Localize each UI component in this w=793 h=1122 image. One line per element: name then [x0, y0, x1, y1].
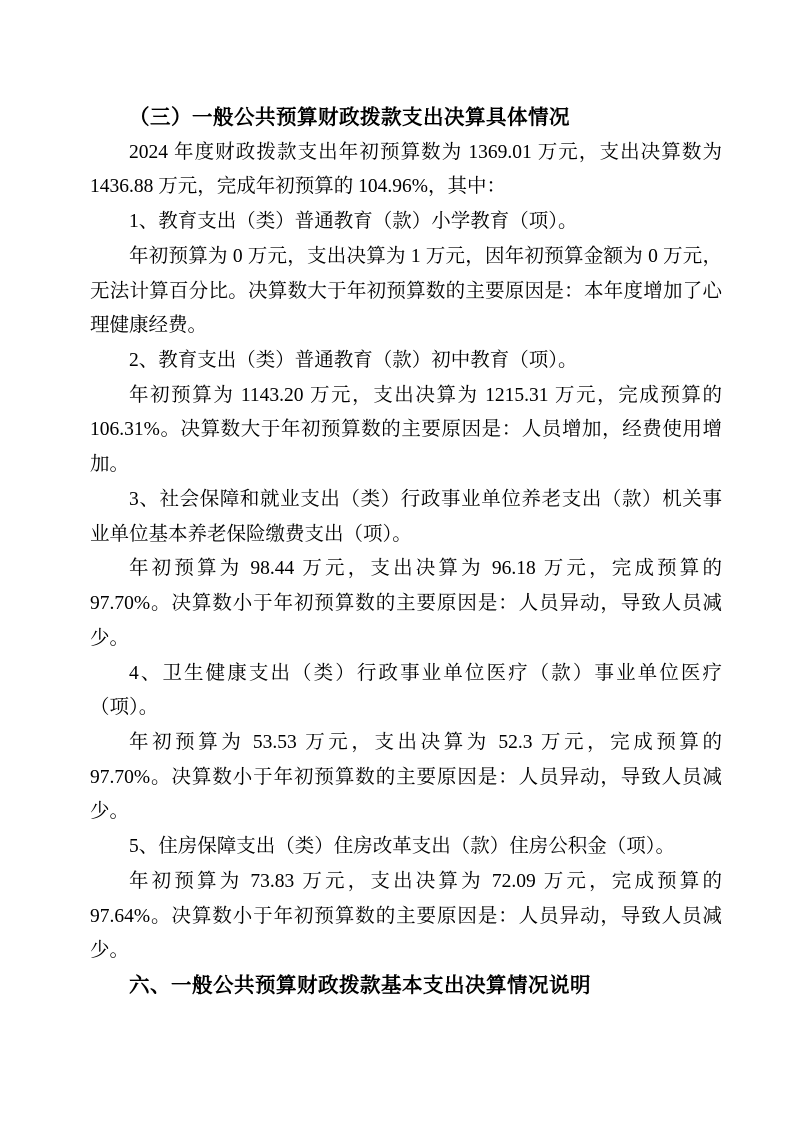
paragraph	[90, 726, 722, 830]
text-line: 少。	[90, 801, 130, 823]
chapter-heading	[90, 969, 722, 1004]
text-line: 5、住房保障支出（类）住房改革支出（款）住房公积金（项）。	[129, 836, 676, 858]
document-body	[90, 101, 722, 1004]
text-line: 六、一般公共预算财政拨款基本支出决算情况说明	[129, 973, 591, 997]
text-line: 97.70%。决算数小于年初预算数的主要原因是：人员异动，导致人员减	[90, 766, 722, 788]
paragraph	[90, 379, 722, 483]
paragraph	[90, 240, 722, 344]
text-line: 1436.88 万元，完成年初预算的 104.96%，其中：	[90, 176, 506, 198]
text-line: 97.64%。决算数小于年初预算数的主要原因是：人员异动，导致人员减	[90, 905, 722, 927]
text-line: 业单位基本养老保险缴费支出（项）。	[90, 523, 412, 545]
section-heading	[90, 101, 722, 136]
paragraph	[90, 344, 722, 379]
text-line: 少。	[90, 940, 130, 962]
text-line: 2024 年度财政拨款支出年初预算数为 1369.01 万元，支出决算数为	[129, 141, 722, 163]
text-line: 2、教育支出（类）普通教育（款）初中教育（项）。	[129, 350, 578, 372]
text-line: 少。	[90, 627, 130, 649]
text-line: 97.70%。决算数小于年初预算数的主要原因是：人员异动，导致人员减	[90, 593, 722, 615]
paragraph	[90, 865, 722, 969]
paragraph	[90, 830, 722, 865]
text-line: 无法计算百分比。决算数大于年初预算数的主要原因是：本年度增加了心	[90, 280, 722, 302]
text-line: （项）。	[90, 697, 159, 719]
text-line: （三）一般公共预算财政拨款支出决算具体情况	[129, 106, 570, 129]
text-line: 年初预算为 98.44 万元，支出决算为 96.18 万元，完成预算的	[129, 558, 722, 580]
paragraph	[90, 657, 722, 726]
paragraph	[90, 483, 722, 552]
paragraph	[90, 552, 722, 656]
text-line: 加。	[90, 454, 130, 476]
text-line: 年初预算为 0 万元，支出决算为 1 万元，因年初预算金额为 0 万元，	[129, 245, 722, 267]
text-line: 年初预算为 1143.20 万元，支出决算为 1215.31 万元，完成预算的	[129, 384, 722, 406]
text-line: 年初预算为 73.83 万元，支出决算为 72.09 万元，完成预算的	[129, 870, 722, 892]
text-line: 年初预算为 53.53 万元，支出决算为 52.3 万元，完成预算的	[129, 731, 722, 753]
paragraph	[90, 205, 722, 240]
text-line: 1、教育支出（类）普通教育（款）小学教育（项）。	[129, 211, 578, 233]
text-line: 106.31%。决算数大于年初预算数的主要原因是：人员增加，经费使用增	[90, 419, 722, 441]
text-line: 理健康经费。	[90, 315, 208, 337]
paragraph	[90, 136, 722, 205]
text-line: 3、社会保障和就业支出（类）行政事业单位养老支出（款）机关事	[129, 488, 722, 510]
text-line: 4、卫生健康支出（类）行政事业单位医疗（款）事业单位医疗	[129, 662, 722, 684]
